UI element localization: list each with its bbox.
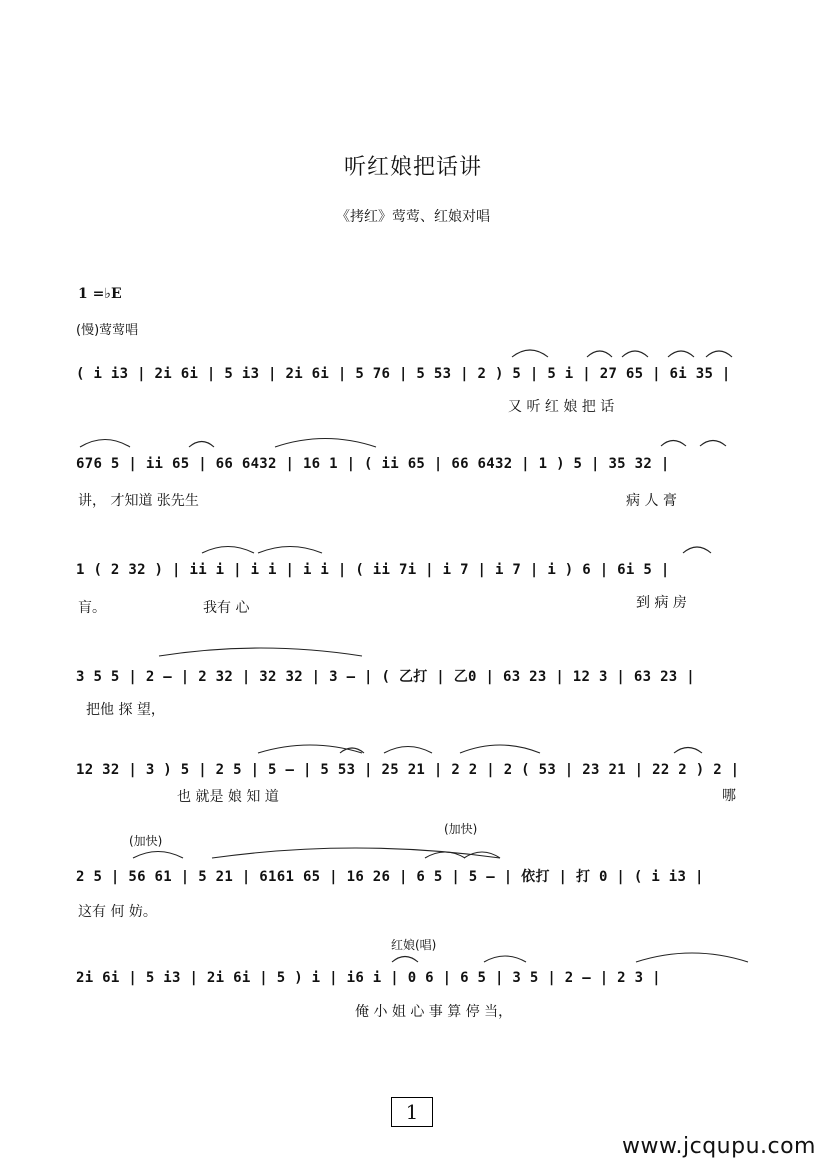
page-title: 听红娘把话讲 xyxy=(343,155,482,180)
notation-line-7: 2i 6i | 5 i3 | 2i 6i | 5 ) i | i6 i | 0 6 | 6 5 | 3 5 | 2 — | 2 3 | xyxy=(76,970,661,986)
lyrics-line-3a: 肓。 xyxy=(78,600,106,616)
watermark: www.jcqupu.com xyxy=(622,1134,816,1159)
tempo-mark-faster-1: (加快) xyxy=(129,834,163,848)
lyrics-line-3c: 到 病 房 xyxy=(636,595,687,611)
lyrics-line-6: 这有 何 妨。 xyxy=(78,904,157,920)
notation-line-4: 3 5 5 | 2 — | 2 32 | 32 32 | 3 — | ( 乙打 | 乙0 | 63 23 | 12 3 | 63 23 | xyxy=(76,669,695,685)
lyrics-line-2b: 病 人 膏 xyxy=(626,493,677,509)
notation-line-1: ( i i3 | 2i 6i | 5 i3 | 2i 6i | 5 76 | 5 53 | 2 ) 5 | 5 i | 27 65 | 6i 35 | xyxy=(76,366,731,382)
notation-line-2: 676 5 | ii 65 | 66 6432 | 16 1 | ( ii 65 | 66 6432 | 1 ) 5 | 35 32 | xyxy=(76,456,670,472)
lyrics-line-1: 又 听 红 娘 把 话 xyxy=(508,399,615,415)
page-number: 1 xyxy=(391,1097,433,1127)
lyrics-line-5b: 哪 xyxy=(722,788,736,804)
key-signature: 1 =♭E xyxy=(78,286,122,302)
lyrics-line-2a: 讲， 才知道 张先生 xyxy=(78,493,199,509)
notation-line-6: 2 5 | 56 61 | 5 21 | 6161 65 | 16 26 | 6 5 | 5 — | 依打 | 打 0 | ( i i3 | xyxy=(76,869,704,885)
notation-line-5: 12 32 | 3 ) 5 | 2 5 | 5 — | 5 53 | 25 21 | 2 2 | 2 ( 53 | 23 21 | 22 2 ) 2 | xyxy=(76,762,740,778)
notation-line-3: 1 ( 2 32 ) | ii i | i i | i i | ( ii 7i | i 7 | i 7 | i ) 6 | 6i 5 | xyxy=(76,562,670,578)
tempo-mark-faster-2: (加快) xyxy=(444,822,478,836)
lyrics-line-5a: 也 就是 娘 知 道 xyxy=(177,789,279,805)
page-subtitle: 《拷红》莺莺、红娘对唱 xyxy=(336,209,490,225)
singer-label: 红娘(唱) xyxy=(391,938,437,952)
lyrics-line-7: 俺 小 姐 心 事 算 停 当， xyxy=(355,1004,513,1020)
lyrics-line-4: 把他 探 望， xyxy=(86,702,165,718)
tempo-marking: (慢)莺莺唱 xyxy=(76,323,139,338)
lyrics-line-3b: 我有 心 xyxy=(203,600,250,616)
